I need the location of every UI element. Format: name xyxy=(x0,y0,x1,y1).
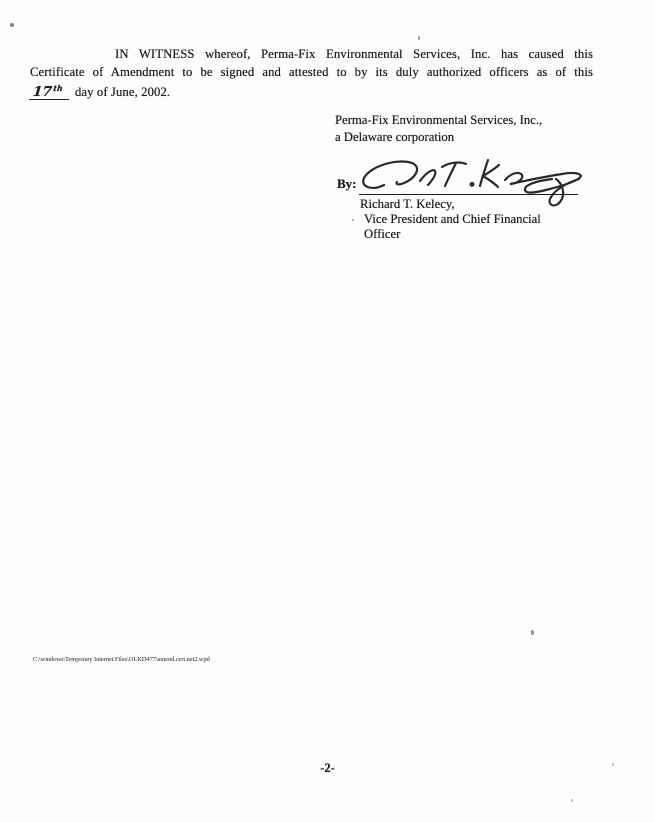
scan-speck xyxy=(418,36,420,40)
witness-line-1: IN WITNESS whereof, Perma-Fix Environmental Services, Inc. has caused this xyxy=(115,47,593,61)
signer-name: Richard T. Kelecy, xyxy=(360,197,455,211)
scan-speck xyxy=(352,219,354,221)
company-block xyxy=(335,112,542,145)
signer-title-line-2: Officer xyxy=(364,227,401,241)
witness-line-3 xyxy=(30,82,593,102)
handwritten-day-suffix: th xyxy=(52,82,64,93)
signer-title-line-1: Vice President and Chief Financial xyxy=(364,212,541,226)
page-number: -2- xyxy=(320,761,335,775)
handwritten-day-number: 17 xyxy=(32,83,53,100)
witness-line-2: Certificate of Amendment to be signed and attested to by its duly authorized officers as of this xyxy=(30,64,593,79)
by-label: By: xyxy=(337,176,357,191)
scan-speck xyxy=(531,630,534,635)
witness-paragraph xyxy=(30,46,593,101)
scan-speck xyxy=(10,23,14,27)
witness-line-3-text: day of June, 2002. xyxy=(71,84,171,99)
handwritten-day xyxy=(29,82,71,100)
file-path-footer: C:\windows\Temporary Internet Files\OLKD477\amend.cert.net2.wpd xyxy=(33,656,210,663)
company-type: a Delaware corporation xyxy=(335,129,455,144)
signer-block xyxy=(360,197,541,242)
scan-speck xyxy=(571,799,573,802)
company-name: Perma-Fix Environmental Services, Inc., xyxy=(335,113,543,127)
